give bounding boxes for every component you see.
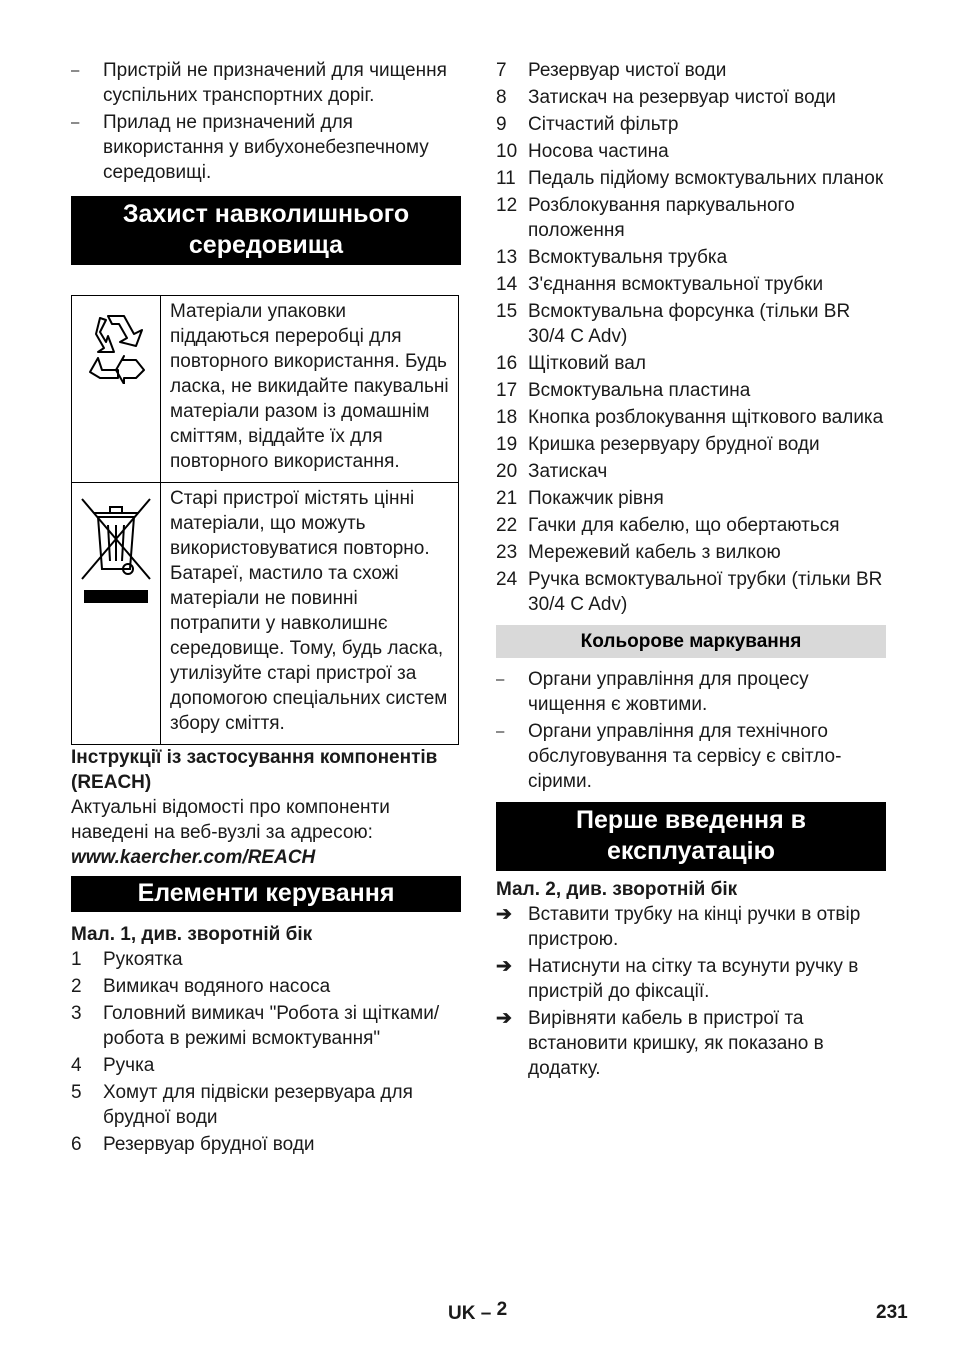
crossed-bin-icon-cell (72, 483, 161, 745)
item-text: Затискач на резервуар чистої води (528, 87, 836, 108)
item-number: 8 (496, 87, 507, 108)
step-item (496, 902, 886, 952)
item-text: Резервуар брудної води (103, 1134, 315, 1155)
list-item-text: Органи управління для технічного обслуговування та сервісу є світло-сірими. (528, 721, 842, 792)
item-number: 1 (71, 949, 82, 970)
recycle-icon-cell (72, 296, 161, 483)
startup-heading: Перше введення в експлуатацію (496, 802, 886, 871)
item-number: 7 (496, 60, 507, 81)
item-number: 2 (71, 976, 82, 997)
item-number: 12 (496, 195, 518, 216)
step-item (496, 1006, 886, 1081)
item-number: 21 (496, 488, 518, 509)
arrow-right-icon: ➔ (496, 904, 512, 925)
item-text: Затискач (528, 461, 608, 482)
item-number: 6 (71, 1134, 82, 1155)
list-item (496, 459, 886, 484)
env-heading: Захист навколишнього середовища (71, 196, 461, 265)
list-item (496, 299, 886, 349)
dash-bullet: – (496, 723, 505, 740)
list-item (71, 974, 461, 999)
item-number: 15 (496, 301, 518, 322)
list-item (496, 193, 886, 243)
step-item (496, 954, 886, 1004)
list-item (496, 245, 886, 270)
list-item (71, 1080, 461, 1130)
list-item (71, 1132, 461, 1157)
footer-dash: – (480, 1303, 492, 1324)
list-item (496, 272, 886, 297)
item-number: 5 (71, 1082, 82, 1103)
item-text: Носова частина (528, 141, 669, 162)
item-text: Покажчик рівня (528, 488, 664, 509)
item-text: Головний вимикач "Робота зі щітками/робота в режимі всмоктування" (103, 1003, 440, 1049)
item-text: Резервуар чистої води (528, 60, 727, 81)
left-column (71, 58, 461, 1159)
item-number: 13 (496, 247, 518, 268)
item-number: 4 (71, 1055, 82, 1076)
list-item (496, 58, 886, 83)
item-text: Хомут для підвіски резервуара для брудної води (103, 1082, 413, 1128)
list-item (71, 58, 461, 108)
item-text: Розблокування паркувального положення (528, 195, 795, 241)
dash-bullet: – (71, 114, 80, 131)
color-heading: Кольорове маркування (496, 625, 886, 658)
recycle-text: Матеріали упаковки піддаються переробці для повторного використання. Будь ласка, не викидайте пакувальні матеріали разом із домашнім сміттям, віддайте їх для повторного використання. (161, 296, 459, 483)
list-item-text: Органи управління для процесу чищення є жовтими. (528, 669, 809, 715)
item-text: Щітковий вал (528, 353, 646, 374)
item-text: Кнопка розблокування щіткового валика (528, 407, 884, 428)
footer-lang: UK (448, 1303, 476, 1324)
item-number: 17 (496, 380, 518, 401)
item-text: Педаль підйому всмоктувальних планок (528, 168, 884, 189)
item-text: Вимикач водяного насоса (103, 976, 331, 997)
reach-text: Актуальні відомості про компоненти наведені на веб-вузлі за адресою: (71, 797, 390, 843)
color-list (496, 667, 886, 794)
item-number: 19 (496, 434, 518, 455)
item-number: 16 (496, 353, 518, 374)
list-item (496, 667, 886, 717)
list-item (496, 139, 886, 164)
list-item (71, 1053, 461, 1078)
fig2-ref: Мал. 2, див. зворотній бік (496, 879, 738, 900)
item-number: 24 (496, 569, 518, 590)
dash-bullet: – (71, 62, 80, 79)
arrow-right-icon: ➔ (496, 1008, 512, 1029)
intro-list (71, 58, 461, 185)
crossed-bin-icon (78, 495, 154, 605)
footer-sub-page: 2 (496, 1299, 508, 1320)
list-item (496, 378, 886, 403)
item-number: 18 (496, 407, 518, 428)
item-number: 11 (496, 168, 516, 189)
list-item (496, 166, 886, 191)
step-text: Натиснути на сітку та всунути ручку в пристрій до фіксації. (528, 956, 859, 1002)
controls-list-continued (496, 58, 886, 617)
dash-bullet: – (496, 671, 505, 688)
list-item (71, 947, 461, 972)
item-text: Кришка резервуару брудної води (528, 434, 820, 455)
item-number: 22 (496, 515, 518, 536)
list-item (71, 110, 461, 185)
reach-title: Інструкції із застосування компонентів (REACH) (71, 747, 438, 793)
item-number: 9 (496, 114, 507, 135)
item-text: Ручка всмоктувальної трубки (тільки BR 30/4 C Adv) (528, 569, 883, 615)
recycle-icon (78, 308, 154, 384)
item-number: 3 (71, 1003, 82, 1024)
fig1-ref: Мал. 1, див. зворотній бік (71, 924, 313, 945)
item-number: 14 (496, 274, 518, 295)
list-item-text: Пристрій не призначений для чищення суспільних транспортних доріг. (103, 60, 447, 106)
item-number: 23 (496, 542, 518, 563)
list-item (496, 405, 886, 430)
footer-section-label (448, 1297, 507, 1326)
list-item (496, 719, 886, 794)
item-text: Всмоктувальня трубка (528, 247, 728, 268)
item-number: 10 (496, 141, 518, 162)
list-item (496, 351, 886, 376)
item-text: Мережевий кабель з вилкою (528, 542, 781, 563)
list-item (496, 85, 886, 110)
arrow-right-icon: ➔ (496, 956, 512, 977)
list-item (496, 486, 886, 511)
right-column (496, 58, 886, 1083)
step-text: Вирівняти кабель в пристрої та встановити кришку, як показано в додатку. (528, 1008, 824, 1079)
list-item (71, 1001, 461, 1051)
item-text: Всмоктувальна форсунка (тільки BR 30/4 C Adv) (528, 301, 851, 347)
item-text: З'єднання всмоктувальної трубки (528, 274, 824, 295)
item-number: 20 (496, 461, 518, 482)
item-text: Всмоктувальна пластина (528, 380, 751, 401)
item-text: Сітчастий фільтр (528, 114, 679, 135)
list-item (496, 540, 886, 565)
controls-list (71, 947, 461, 1157)
item-text: Ручка (103, 1055, 155, 1076)
reach-link[interactable]: www.kaercher.com/REACH (71, 847, 316, 868)
item-text: Гачки для кабелю, що обертаються (528, 515, 840, 536)
env-table (71, 295, 459, 745)
controls-heading: Елементи керування (71, 876, 461, 912)
page-number: 231 (876, 1302, 908, 1323)
list-item-text: Прилад не призначений для використання у вибухонебезпечному середовищі. (103, 112, 429, 183)
step-text: Вставити трубку на кінці ручки в отвір пристрою. (528, 904, 861, 950)
list-item (496, 567, 886, 617)
list-item (496, 112, 886, 137)
list-item (496, 432, 886, 457)
weee-text: Старі пристрої містять цінні матеріали, що можуть використовуватися повторно. Батареї, мастило та схожі матеріали не повинні потрапити у навколишнє середовище. Тому, будь ласка, утилізуйте старі пристрої за допомогою спеціальних систем збору сміття. (161, 483, 459, 745)
list-item (496, 513, 886, 538)
item-text: Рукоятка (103, 949, 183, 970)
